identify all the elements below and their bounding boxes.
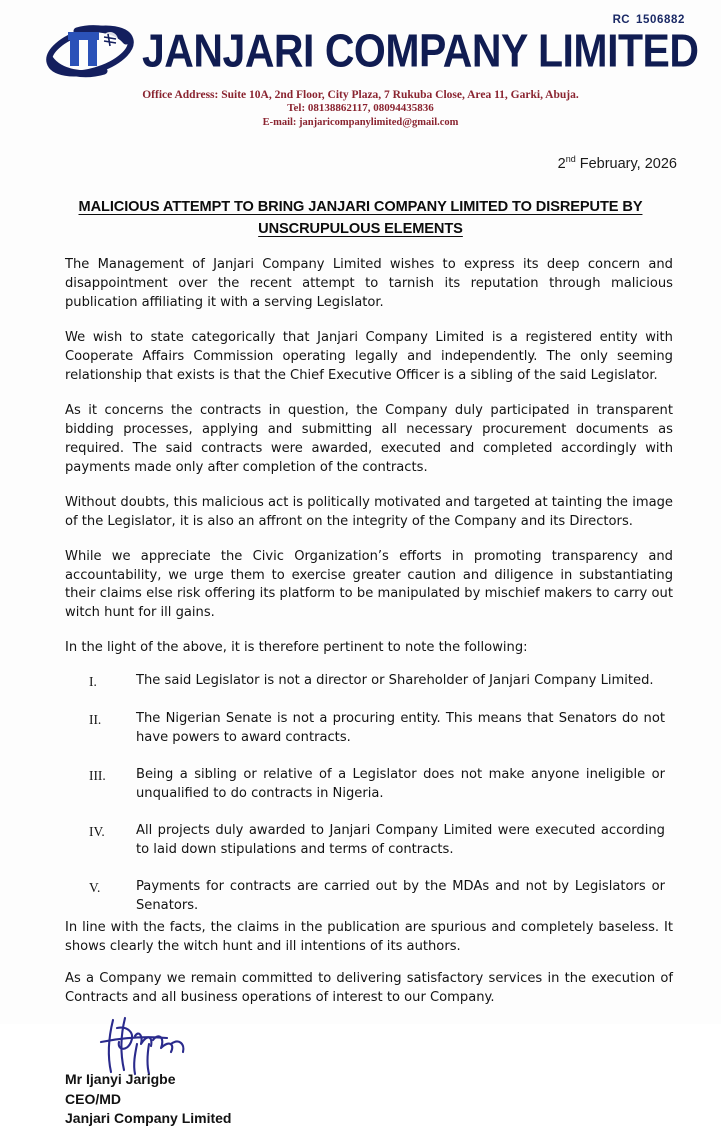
letterhead	[0, 0, 721, 132]
list-item-numeral: IV.	[89, 823, 105, 839]
list-item-numeral: V.	[89, 879, 101, 895]
list-item-text: All projects duly awarded to Janjari Company Limited were executed according to laid down stipulations and terms of contracts.	[136, 822, 665, 857]
paragraph-5: While we appreciate the Civic Organization’s efforts in promoting transparency and accountability, we urge them to exercise greater caution and diligence in substantiating their claims else risk offering its platform to be manipulated by mischief makers to carry out witch hunt for ill gains.	[65, 548, 673, 621]
signatory-position: CEO/MD	[65, 1090, 121, 1107]
office-address: Office Address: Suite 10A, 2nd Floor, City Plaza, 7 Rukuba Close, Area 11, Garki, Abuja.	[142, 89, 579, 101]
signature-block	[65, 1022, 721, 1132]
signatory-name: Mr Ijanyi Jarigbe	[65, 1070, 176, 1087]
company-name: JANJARI COMPANY LIMITED	[142, 24, 699, 77]
list-item	[65, 822, 673, 860]
paragraph-4: Without doubts, this malicious act is politically motivated and targeted at tainting the image of the Legislator, it is also an affront on the integrity of the Company and its Directors.	[65, 494, 673, 529]
rc-number: 1506882	[636, 14, 685, 26]
page-title	[64, 197, 657, 239]
email-line: E-mail: janjaricompanylimited@gmail.com	[262, 117, 459, 129]
list-item-numeral: II.	[89, 711, 102, 727]
list-item-numeral: I.	[89, 674, 97, 690]
page-title-line-2: UNSCRUPULOUS ELEMENTS	[258, 220, 463, 237]
date-rest: February, 2026	[575, 155, 677, 172]
paragraph-2: We wish to state categorically that Janjari Company Limited is a registered entity with Cooperate Affairs Commission operating legally and independently. The only seeming relationship that exists is that the Chief Executive Officer is a sibling of the said Legislator.	[65, 329, 673, 383]
letter-date	[0, 154, 677, 172]
page-title-line-1: MALICIOUS ATTEMPT TO BRING JANJARI COMPANY LIMITED TO DISREPUTE BY	[78, 199, 643, 216]
paragraph-1: The Management of Janjari Company Limited wishes to express its deep concern and disappointment over the recent attempt to tarnish its reputation through malicious publication affiliating it with a serving Legislator.	[65, 256, 673, 310]
rc-label: RC	[612, 14, 631, 26]
list-item	[65, 766, 673, 804]
list-item-text: Being a sibling or relative of a Legislator does not make anyone ineligible or unqualified to do contracts in Nigeria.	[136, 766, 665, 801]
handwritten-signature-icon	[91, 1014, 241, 1076]
numbered-list	[65, 672, 673, 915]
date-ordinal-suffix: nd	[565, 153, 576, 164]
contact-block	[22, 88, 699, 130]
list-item	[65, 710, 673, 748]
list-item	[65, 672, 673, 691]
list-item-numeral: III.	[89, 767, 106, 783]
telephone-line: Tel: 08138862117, 08094435836	[287, 102, 434, 115]
signatory-company: Janjari Company Limited	[65, 1110, 232, 1127]
list-item-text: Payments for contracts are carried out by the MDAs and not by Legislators or Senators.	[136, 878, 665, 913]
paragraph-6: In the light of the above, it is therefore pertinent to note the following:	[65, 640, 528, 656]
brand-row	[22, 23, 699, 79]
letter-body	[65, 256, 673, 1008]
date-day: 2	[557, 155, 566, 172]
paragraph-3: As it concerns the contracts in question, the Company duly participated in transparent bidding processes, applying and submitting all necessary procurement documents as required. The said contracts were awarded, executed and completed accordingly with payments made only after completion of the contracts.	[65, 402, 673, 475]
signature-names	[65, 1070, 231, 1130]
list-item	[65, 878, 673, 916]
paragraph-8: As a Company we remain committed to delivering satisfactory services in the execution of Contracts and all business operations of interest to our Company.	[65, 970, 673, 1005]
paragraph-7: In line with the facts, the claims in the publication are spurious and completely baseless. It shows clearly the witch hunt and ill intentions of its authors.	[65, 919, 673, 954]
janjari-logo-icon	[44, 23, 136, 79]
list-item-text: The Nigerian Senate is not a procuring entity. This means that Senators do not have powers to award contracts.	[136, 710, 665, 745]
list-item-text: The said Legislator is not a director or Shareholder of Janjari Company Limited.	[136, 673, 654, 689]
